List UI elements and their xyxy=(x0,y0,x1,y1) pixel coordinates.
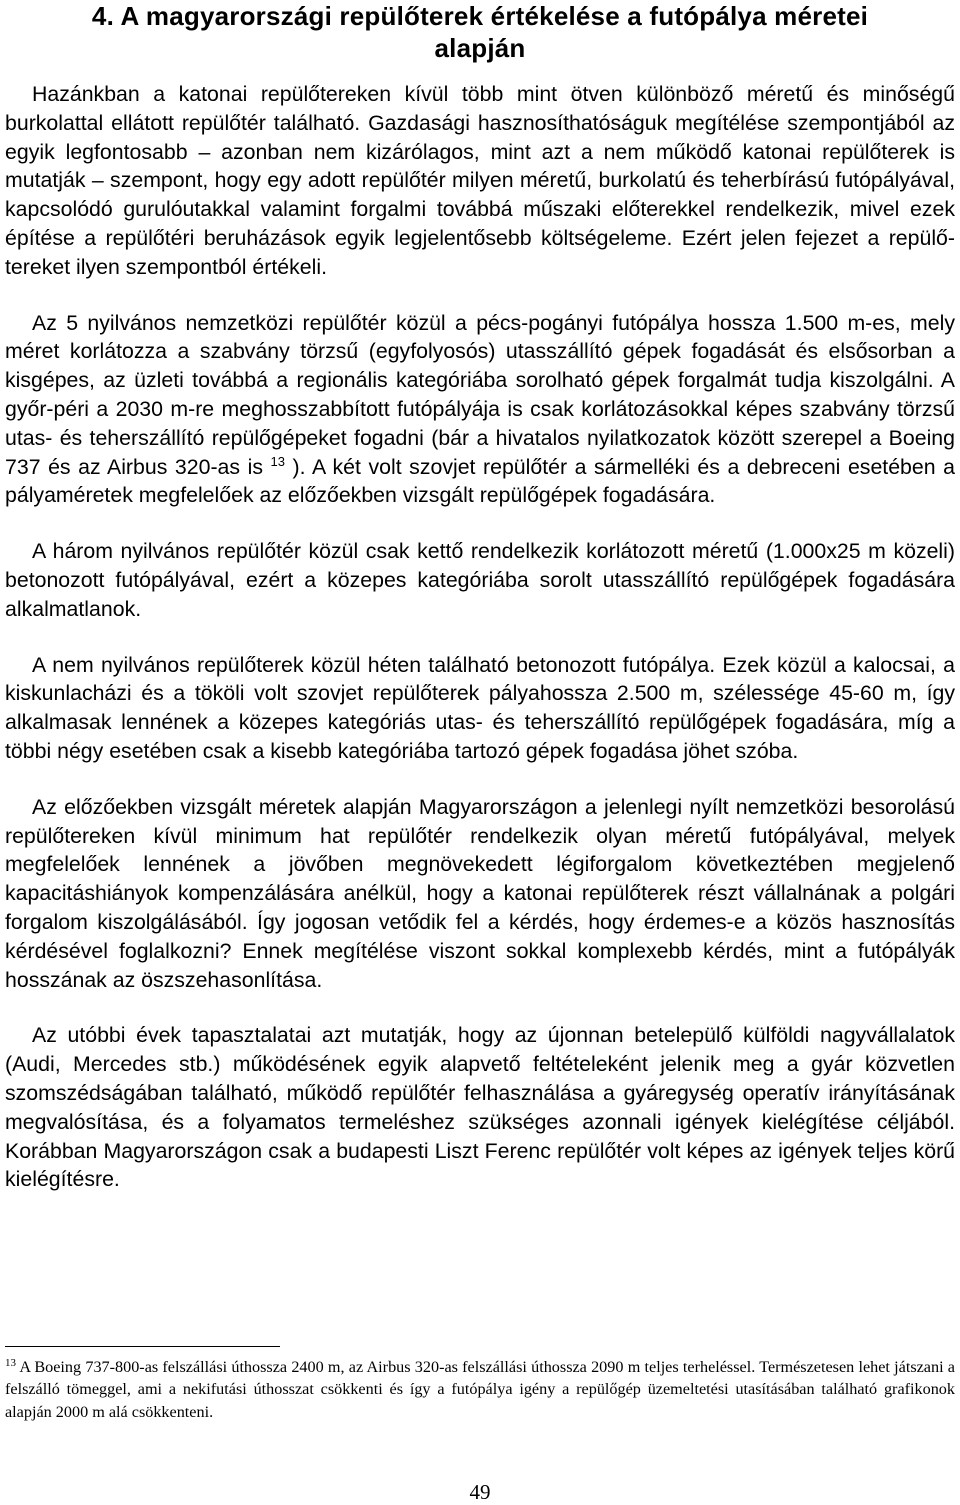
paragraph-2 xyxy=(5,309,955,511)
section-heading xyxy=(5,0,955,64)
footnote-reference[interactable]: 13 xyxy=(270,453,285,469)
section-heading-line-2: alapján xyxy=(434,33,526,63)
footnote-divider xyxy=(5,1346,280,1347)
paragraph-3: A három nyilvános repülőtér közül csak kettő rendelkezik korlátozott méretű (1.000x25 m közeli) betonozott futópályával, ezért a közepes kategóriába sorolt utasszállító repülőgépek fogadására alkalmatlanok. xyxy=(5,539,955,621)
footnote xyxy=(5,1356,955,1423)
paragraph-2-text-before: Az 5 nyilvános nemzetközi repülőtér közül a pécs-pogányi futópálya hossza 1.500 m-es, mely méret korlátozza a szabvány törzsű (egyfolyosós) utasszállító gépek fogadását és elsősorban a kisgépes, az üzleti továbbá a regionális kategóriába sorolható gépek forgalmát tudja kiszolgálni. A győr-péri a 2030 m-re meghosszabbított futópályája is csak korlátozásokkal képes szabvány törzsű utas- és teherszállító repülőgépeket fogadni (bár a hivatalos nyilatkozatok között szerepel a Boeing 737 és az Airbus 320-as is xyxy=(5,310,955,479)
footnote-number: 13 xyxy=(5,1357,16,1369)
paragraph-5: Az előzőekben vizsgált méretek alapján Magyarországon a jelenlegi nyílt nemzetközi besorolású repülőtereken kívül minimum hat repülőtér rendelkezik olyan méretű futópályával, melyek megfelelőek lennének a jövőben megnövekedett légiforgalom következtében megjelenő kapacitáshiányok kompenzálására anélkül, hogy a katonai repülőterek részt vállalnának a polgári forgalom kiszolgálásából. Így jogosan vetődik fel a kérdés, hogy érdemes-e a közös hasznosítás kérdésével foglalkozni? Ennek megítélése viszont sokkal komplexebb kérdés, mint a futópályák hosszának az öszszehasonlítása. xyxy=(5,794,955,992)
footnote-text: A Boeing 737-800-as felszállási úthossza 2400 m, az Airbus 320-as felszállási úthossza 2090 m teljes terheléssel. Természetesen lehet játszani a felszálló tömeggel, ami a nekifutási úthosszat csökkenti és így a futópálya igény a repülőgép üzemeltetési utasításában található grafikonok alapján 2000 m alá csökkenteni. xyxy=(5,1358,955,1421)
section-heading-line-1: 4. A magyarországi repülőterek értékelése a futópálya méretei xyxy=(91,1,869,31)
paragraph-2-text-after: ). A két volt szovjet repülőtér a sármelléki és a debreceni esetében a pályaméretek megfelelőek az előzőekben vizsgált repülőgépek fogadására. xyxy=(5,454,955,508)
page-number: 49 xyxy=(469,1480,491,1504)
paragraph-6: Az utóbbi évek tapasztalatai azt mutatják, hogy az újonnan betelepülő külföldi nagyvállalatok (Audi, Mercedes stb.) működésének egyik alapvető feltételeként jelenik meg a gyár közvetlen szomszédságában található, működő repülőtér felhasználása a gyáregység operatív irányításának megvalósítása, és a folyamatos termeléshez szükséges azonnali igények kielégítése céljából. Korábban Magyarországon csak a budapesti Liszt Ferenc repülőtér volt képes az igények teljes körű kielégítésre. xyxy=(5,1023,955,1192)
paragraph-1: Hazánkban a katonai repülőtereken kívül több mint ötven különböző méretű és minőségű burkolattal ellátott repülőtér található. Gazdasági hasznosíthatóságuk megítélése szempontjából az egyik legfontosabb – azonban nem kizárólagos, mint azt a nem működő katonai repülőterek is mutatják – szempont, hogy egy adott repülőtér milyen méretű, burkolatú és teherbírású futópályával, kapcsolódó gurulóutakkal valamint forgalmi továbbá műszaki előterekkel rendelkezik, mivel ezek építése a repülőtéri beruházások egyik legjelentősebb költségeleme. Ezért jelen fejezet a repülőtereket ilyen szempontból értékeli. xyxy=(5,82,955,279)
paragraph-4: A nem nyilvános repülőterek közül héten található betonozott futópálya. Ezek közül a kalocsai, a kiskunlacházi és a tököli volt szovjet repülőterek pályahossza 2.500 m, szélessége 45-60 m, így alkalmasak lennének a közepes kategóriás utas- és teherszállító repülőgépek fogadására, míg a többi négy esetében csak a kisebb kategóriába tartozó gépek fogadása jöhet szóba. xyxy=(5,652,955,763)
